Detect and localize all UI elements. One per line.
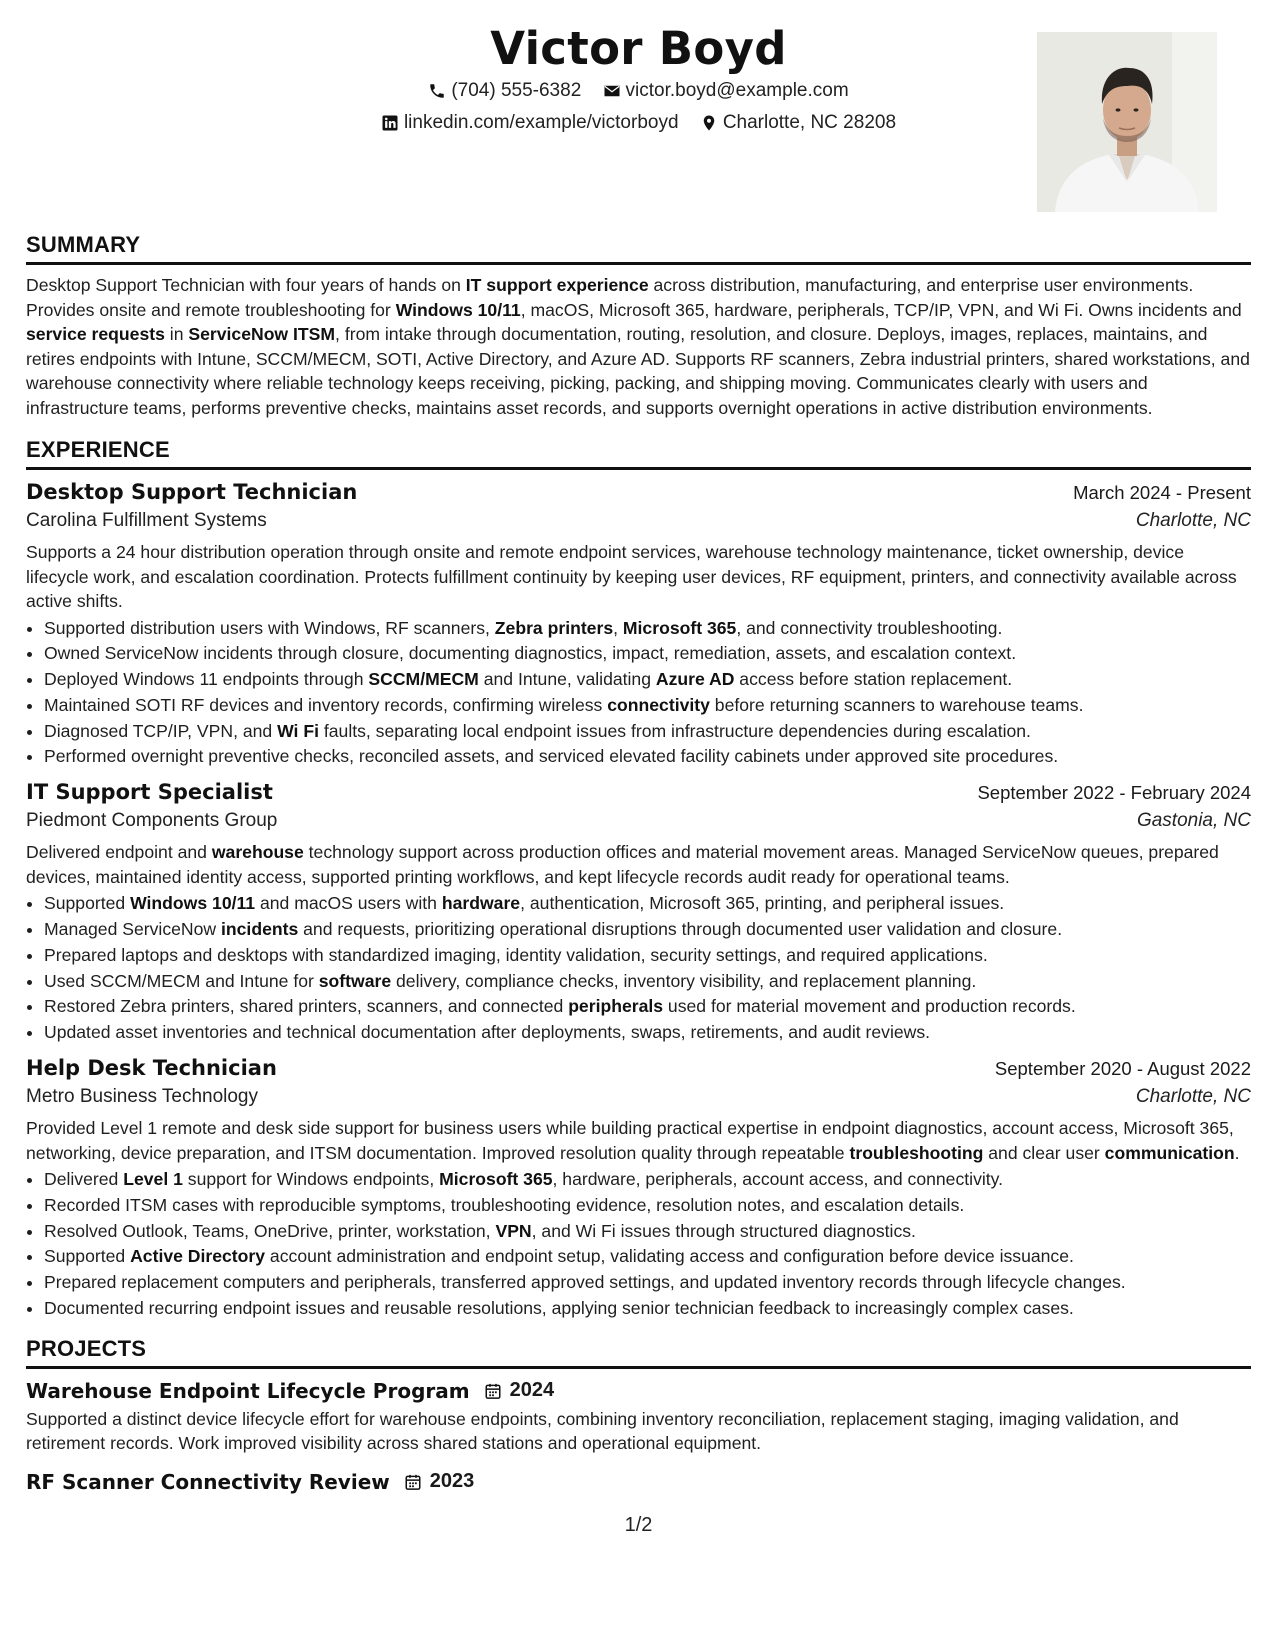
project-year bbox=[484, 1379, 555, 1402]
project-title: Warehouse Endpoint Lifecycle Program bbox=[26, 1378, 470, 1403]
job-bullets bbox=[26, 616, 1251, 771]
project-description: Supported a distinct device lifecycle effort for warehouse endpoints, combining inventory reconciliation, replacement staging, imaging validation, and retirement records. Work improved visibility across shared stations and operational equipment. bbox=[26, 1408, 1179, 1454]
job-description: Delivered endpoint and warehouse technology support across production offices and material movement areas. Managed ServiceNow queues, prepared devices, maintained identity access, supported printing workflows, and kept lifecycle records audit ready for operational teams. bbox=[26, 842, 1219, 887]
contact-linkedin[interactable] bbox=[381, 112, 679, 134]
email-text: victor.boyd@example.com bbox=[625, 80, 849, 101]
summary-heading: SUMMARY bbox=[26, 232, 1251, 265]
job-bullets bbox=[26, 891, 1251, 1046]
summary-section bbox=[26, 232, 1251, 420]
bullet-item: • Prepared laptops and desktops with standardized imaging, identity validation, security settings, and required applications. bbox=[44, 943, 1251, 969]
location-text: Charlotte, NC 28208 bbox=[722, 112, 897, 133]
job-subheader bbox=[26, 1086, 1251, 1108]
portrait-illustration bbox=[1037, 32, 1217, 212]
job-entry bbox=[26, 780, 1251, 1046]
bullet-item: • Updated asset inventories and technical documentation after deployments, swaps, retirements, and audit reviews. bbox=[44, 1020, 1251, 1046]
bullet-item: • Supported Active Directory account administration and endpoint setup, validating access and configuration before device issuance. bbox=[44, 1244, 1251, 1270]
job-header bbox=[26, 780, 1251, 804]
linkedin-text: linkedin.com/example/victorboyd bbox=[403, 112, 679, 133]
job-title: Help Desk Technician bbox=[26, 1056, 277, 1081]
envelope-icon bbox=[603, 82, 621, 100]
bullet-item: • Used SCCM/MECM and Intune for software delivery, compliance checks, inventory visibility, and replacement planning. bbox=[44, 969, 1251, 995]
bullet-item: • Supported Windows 10/11 and macOS users with hardware, authentication, Microsoft 365, printing, and peripheral issues. bbox=[44, 891, 1251, 917]
job-title: IT Support Specialist bbox=[26, 780, 273, 805]
bullet-item: • Diagnosed TCP/IP, VPN, and Wi Fi faults, separating local endpoint issues from infrastructure dependencies during escalation. bbox=[44, 719, 1251, 745]
bullet-item: • Recorded ITSM cases with reproducible symptoms, troubleshooting evidence, resolution notes, and escalation details. bbox=[44, 1193, 1251, 1219]
contact-location bbox=[700, 112, 896, 134]
project-year-text: 2024 bbox=[509, 1379, 555, 1402]
job-subheader bbox=[26, 510, 1251, 532]
summary-paragraph: Desktop Support Technician with four years of hands on IT support experience across distribution, manufacturing, and enterprise user environments. Provides onsite and remote troubleshooting for Windows 10/11, macOS, Microsoft 365, hardware, peripherals, TCP/IP, VPN, and Wi Fi. Owns incidents and service requests in ServiceNow ITSM, from intake through documentation, routing, resolution, and closure. Deploys, images, replaces, maintains, and retires endpoints with Intune, SCCM/MECM, SOTI, Active Directory, and Azure AD. Supports RF scanners, Zebra industrial printers, shared workstations, and warehouse connectivity where reliable technology keeps receiving, picking, packing, and shipping moving. Communicates clearly with users and infrastructure teams, performs preventive checks, maintains asset records, and supports overnight operations in active distribution environments. bbox=[26, 275, 1250, 418]
bullet-item: • Maintained SOTI RF devices and inventory records, confirming wireless connectivity before returning scanners to warehouse teams. bbox=[44, 693, 1251, 719]
job-company: Metro Business Technology bbox=[26, 1086, 258, 1108]
project-year-text: 2023 bbox=[429, 1470, 475, 1493]
job-entry bbox=[26, 1056, 1251, 1322]
candidate-name: Victor Boyd bbox=[490, 22, 787, 75]
projects-section bbox=[26, 1336, 1251, 1494]
job-description: Provided Level 1 remote and desk side support for business users while building practical expertise in endpoint diagnostics, account access, Microsoft 365, networking, device preparation, and ITSM documentation. Improved resolution quality through repeatable troubleshooting and clear user communication. bbox=[26, 1118, 1240, 1163]
bullet-item: • Delivered Level 1 support for Windows endpoints, Microsoft 365, hardware, peripherals, account access, and connectivity. bbox=[44, 1167, 1251, 1193]
bullet-item: • Managed ServiceNow incidents and requests, prioritizing operational disruptions through documented user validation and closure. bbox=[44, 917, 1251, 943]
experience-heading: EXPERIENCE bbox=[26, 437, 1251, 470]
project-title: RF Scanner Connectivity Review bbox=[26, 1469, 390, 1494]
job-company: Carolina Fulfillment Systems bbox=[26, 510, 267, 531]
project-year bbox=[404, 1470, 475, 1493]
job-description: Supports a 24 hour distribution operation through onsite and remote endpoint services, warehouse technology maintenance, ticket ownership, device lifecycle work, and escalation coordination. Protects fulfillment continuity by keeping user devices, RF equipment, printers, and connectivity available across active shifts. bbox=[26, 542, 1237, 611]
resume-header bbox=[26, 0, 1251, 232]
job-location: Charlotte, NC bbox=[1135, 510, 1251, 531]
contact-phone[interactable] bbox=[428, 80, 581, 102]
bullet-item: • Resolved Outlook, Teams, OneDrive, printer, workstation, VPN, and Wi Fi issues through structured diagnostics. bbox=[44, 1219, 1251, 1245]
calendar-icon bbox=[484, 1382, 502, 1400]
bullet-item: • Supported distribution users with Windows, RF scanners, Zebra printers, Microsoft 365, and connectivity troubleshooting. bbox=[44, 616, 1251, 642]
linkedin-icon bbox=[381, 114, 399, 132]
job-bullets bbox=[26, 1167, 1251, 1322]
profile-photo bbox=[1037, 32, 1217, 212]
bullet-item: • Deployed Windows 11 endpoints through SCCM/MECM and Intune, validating Azure AD access before station replacement. bbox=[44, 667, 1251, 693]
bullet-item: • Documented recurring endpoint issues and reusable resolutions, applying senior technician feedback to increasingly complex cases. bbox=[44, 1296, 1251, 1322]
job-header bbox=[26, 1056, 1251, 1080]
project-entry bbox=[26, 1470, 1251, 1494]
job-dates: September 2022 - February 2024 bbox=[977, 782, 1251, 804]
job-title: Desktop Support Technician bbox=[26, 480, 358, 504]
bullet-item: • Prepared replacement computers and peripherals, transferred approved settings, and updated inventory records through lifecycle changes. bbox=[44, 1270, 1251, 1296]
job-location: Charlotte, NC bbox=[1135, 1086, 1251, 1108]
calendar-icon bbox=[404, 1473, 422, 1491]
project-entry bbox=[26, 1379, 1251, 1456]
projects-heading: PROJECTS bbox=[26, 1336, 1251, 1369]
map-pin-icon bbox=[700, 114, 718, 132]
job-dates: March 2024 - Present bbox=[1073, 482, 1251, 503]
bullet-item: • Performed overnight preventive checks, reconciled assets, and serviced elevated facility cabinets under approved site procedures. bbox=[44, 744, 1251, 770]
experience-section bbox=[26, 437, 1251, 1322]
bullet-item: • Owned ServiceNow incidents through closure, documenting diagnostics, impact, remediation, assets, and escalation context. bbox=[44, 641, 1251, 667]
job-header bbox=[26, 480, 1251, 504]
page-number: 1/2 bbox=[624, 1514, 653, 1536]
project-header bbox=[26, 1379, 1251, 1403]
project-header bbox=[26, 1470, 1251, 1494]
contact-email[interactable] bbox=[603, 80, 849, 102]
job-entry bbox=[26, 480, 1251, 770]
phone-icon bbox=[428, 82, 446, 100]
phone-text: (704) 555-6382 bbox=[451, 80, 582, 101]
job-dates: September 2020 - August 2022 bbox=[994, 1058, 1251, 1080]
resume-page bbox=[26, 0, 1251, 1650]
bullet-item: • Restored Zebra printers, shared printers, scanners, and connected peripherals used for material movement and production records. bbox=[44, 994, 1251, 1020]
job-company: Piedmont Components Group bbox=[26, 810, 278, 832]
job-subheader bbox=[26, 810, 1251, 832]
job-location: Gastonia, NC bbox=[1136, 810, 1251, 832]
